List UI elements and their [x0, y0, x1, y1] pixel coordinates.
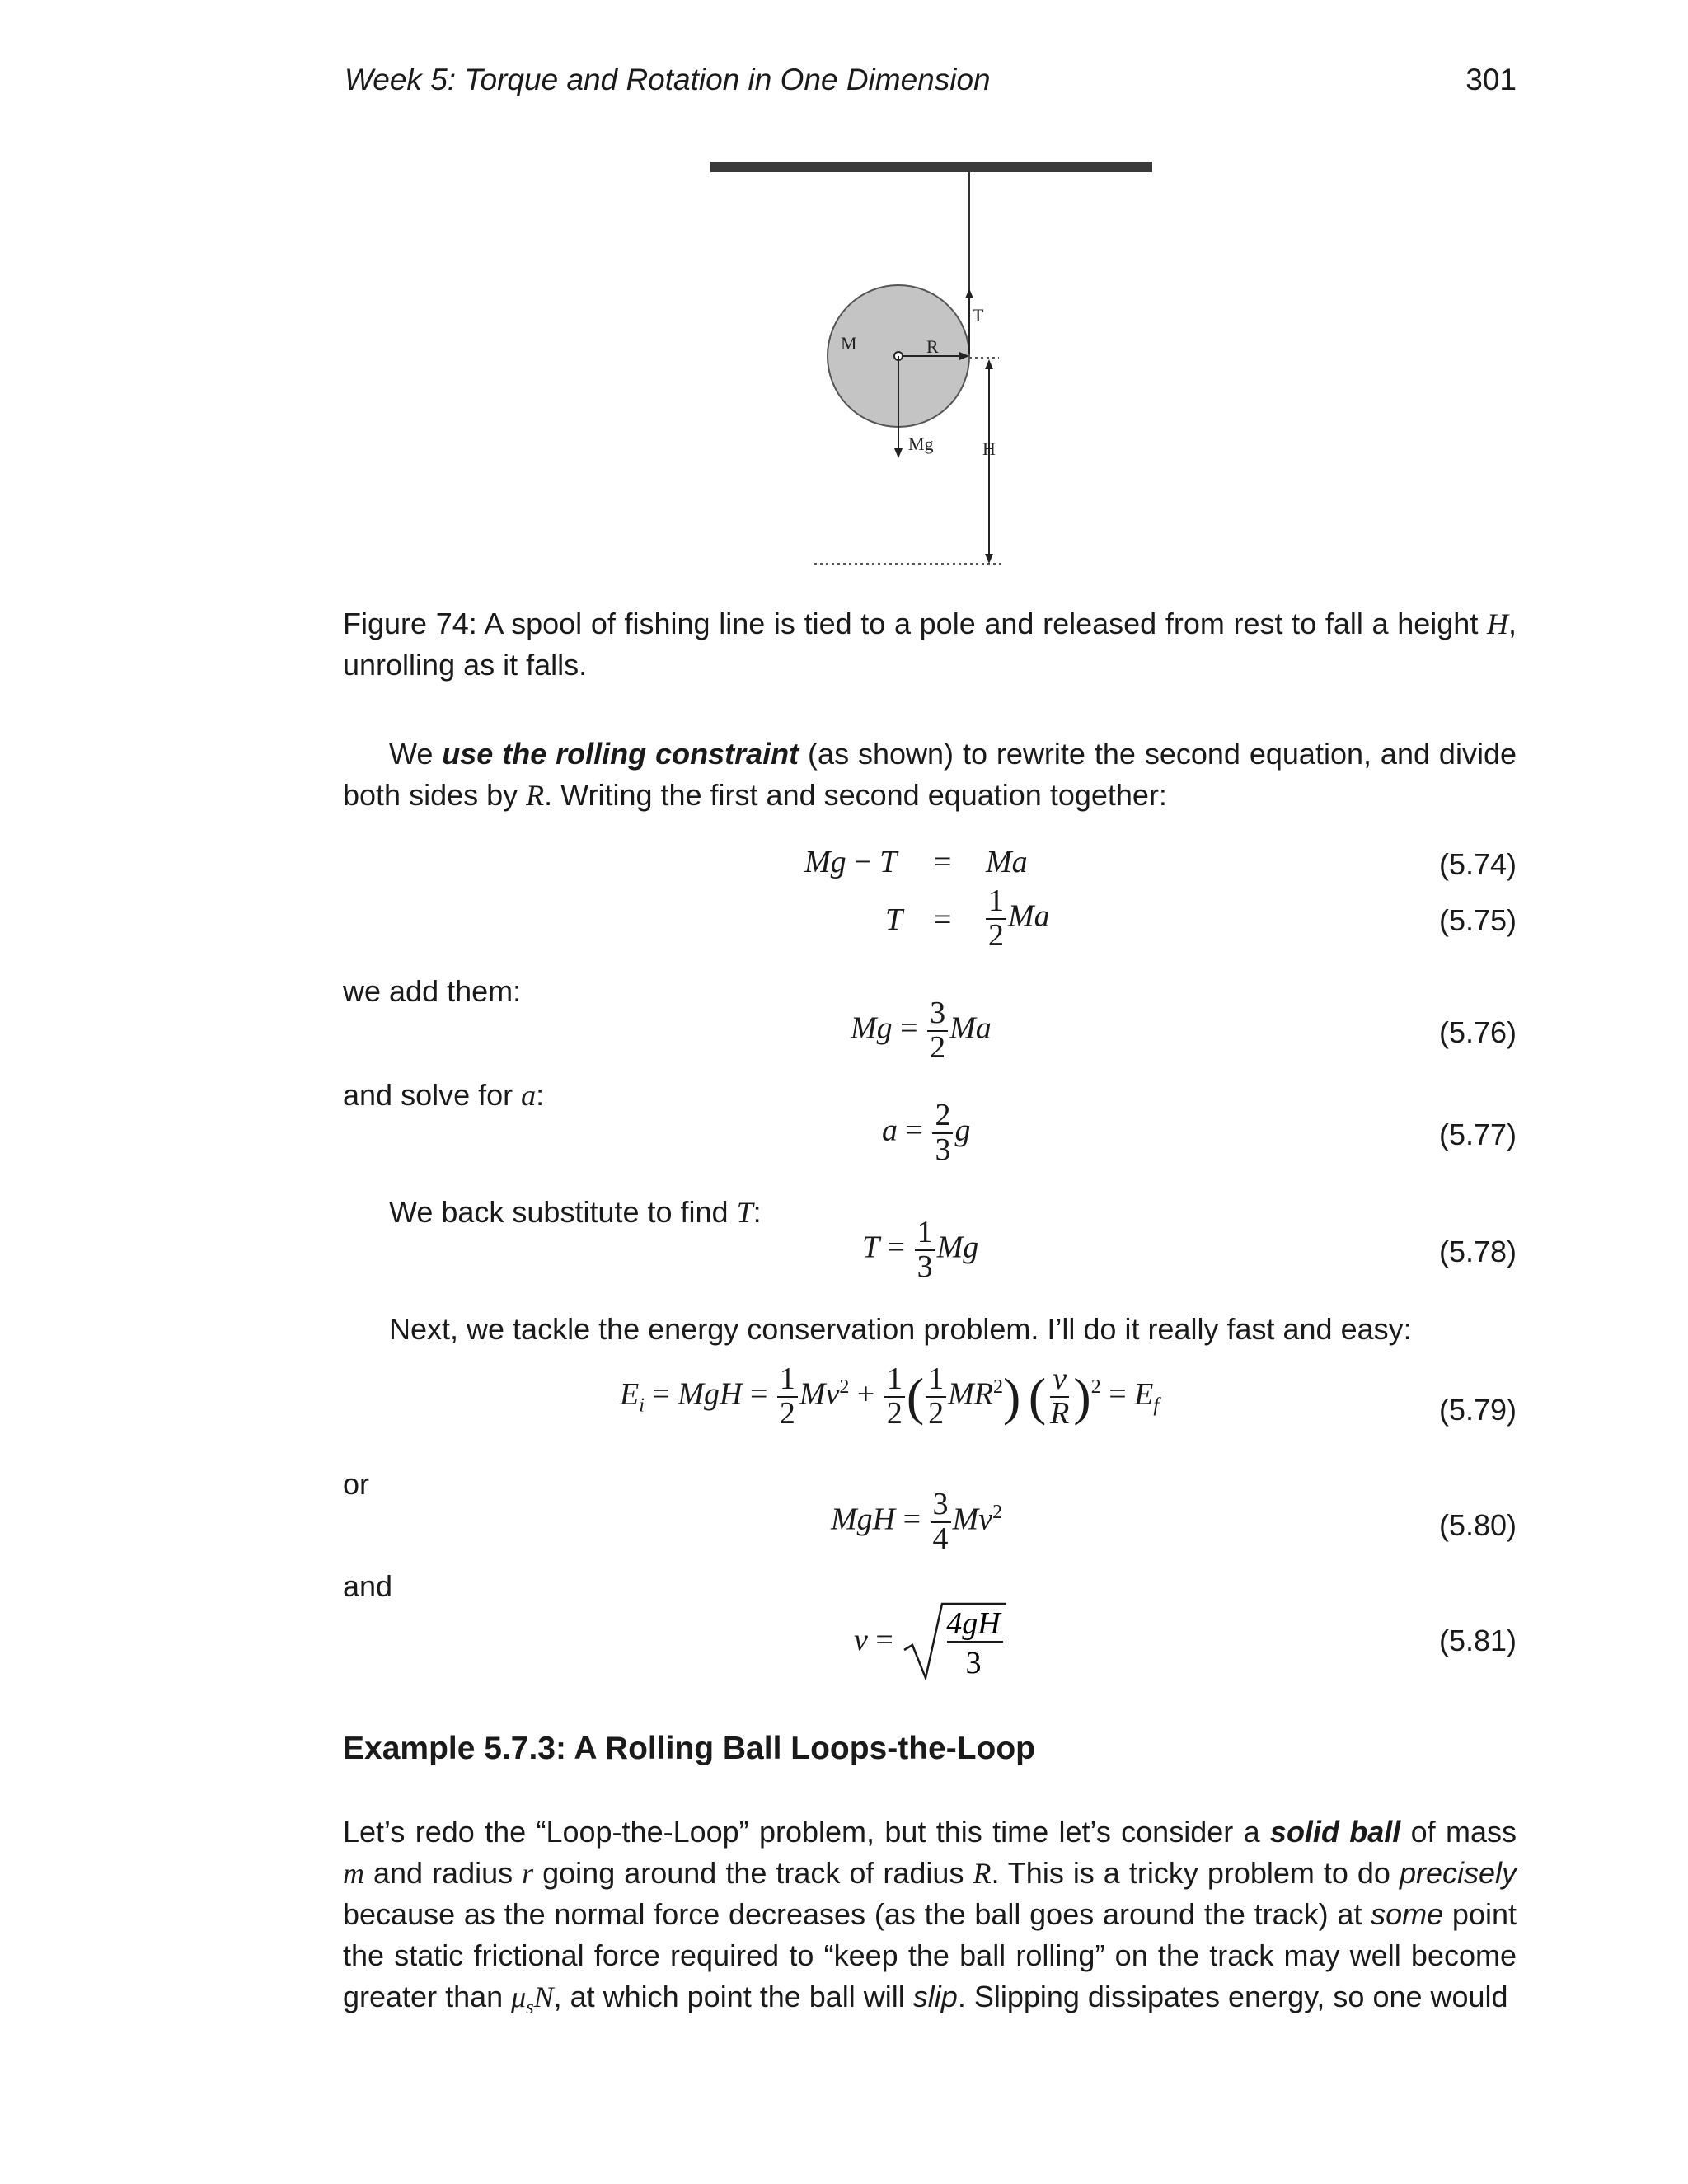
eq-number-5-74: (5.74) [1438, 847, 1517, 881]
eq-5-78: T = $\frac{1}{3}$ Mg [862, 1215, 979, 1284]
eq-5-74: Mg − T [804, 845, 898, 879]
eq-number-5-81: (5.81) [1438, 1624, 1517, 1657]
eq-number-5-78: (5.78) [1438, 1235, 1517, 1268]
text-energy-conservation: Next, we tackle the energy conservation problem. I’ll do it really fast and easy: [389, 1312, 1412, 1346]
eq-5-75: T [885, 902, 903, 937]
svg-text:4gH: 4gH [946, 1606, 1001, 1641]
eq-5-77: a = $\frac{2}{3}$ g [882, 1098, 971, 1167]
eq-5-80: MgH = $\frac{3}{4}$ Mv$^2$ [831, 1487, 1003, 1556]
eq-number-5-77: (5.77) [1438, 1118, 1517, 1151]
svg-text:3: 3 [965, 1646, 982, 1680]
eq-5-79: $E_i$ = MgH = $\frac{1}{2}$ $Mv^2$ + $\frac{1}{2}$ ( $\frac{1}{2}$ $MR^2$) ( $\frac{v}{R}$ )$^2 = E_f$ [620, 1361, 1160, 1431]
page-number: 301 [1465, 63, 1517, 96]
paragraph-loop-the-loop: Let’s redo the “Loop-the-Loop” problem, but this time let’s consider a solid ball of mass m and radius r going around the track of radius R. This is a tricky problem to do precisely because as the normal force decreases (as the ball goes around the track) at some point the static frictional force required to “keep the ball rolling” on the track may well become greater than $\mu_sN$, at which point the ball will slip. Slipping dissipates energy, so one would [343, 1815, 1517, 2019]
text-we-add-them: we add them: [343, 974, 522, 1008]
text-or: or [343, 1467, 370, 1501]
eq-number-5-79: (5.79) [1438, 1393, 1517, 1427]
paragraph-rolling-constraint: We use the rolling constraint (as shown) to rewrite the second equation, and divide both sides by R. Writing the first and second equation together: [343, 737, 1517, 812]
section-heading: Example 5.7.3: A Rolling Ball Loops-the-Loop [343, 1731, 1036, 1766]
eq-5-76: Mg = $\frac{3}{2}$ Ma [851, 996, 992, 1065]
figure-caption: Figure 74: A spool of fishing line is tied to a pole and released from rest to fall a height H, unrolling as it falls. [343, 607, 1517, 682]
running-header-title: Week 5: Torque and Rotation in One Dimension [345, 63, 991, 96]
spool-figure [0, 0, 1688, 593]
label-Mg: Mg [908, 434, 934, 454]
text-back-substitute: We back substitute to find T: [389, 1195, 762, 1229]
eq-number-5-75: (5.75) [1438, 903, 1517, 937]
sqrt-sign [901, 1599, 1008, 1681]
pole-bar [710, 162, 1152, 172]
eq-number-5-76: (5.76) [1438, 1015, 1517, 1049]
text-solve-for-a: and solve for a: [343, 1078, 545, 1112]
label-R: R [926, 336, 939, 357]
label-M: M [841, 333, 857, 354]
label-H: H [982, 438, 996, 459]
eq-number-5-80: (5.80) [1438, 1508, 1517, 1542]
weight-arrowhead [894, 448, 903, 458]
label-T: T [973, 305, 984, 326]
text-and: and [343, 1569, 393, 1603]
eq-5-81: v = 4gH 3 [854, 1599, 1008, 1681]
tension-arrowhead [965, 288, 973, 298]
